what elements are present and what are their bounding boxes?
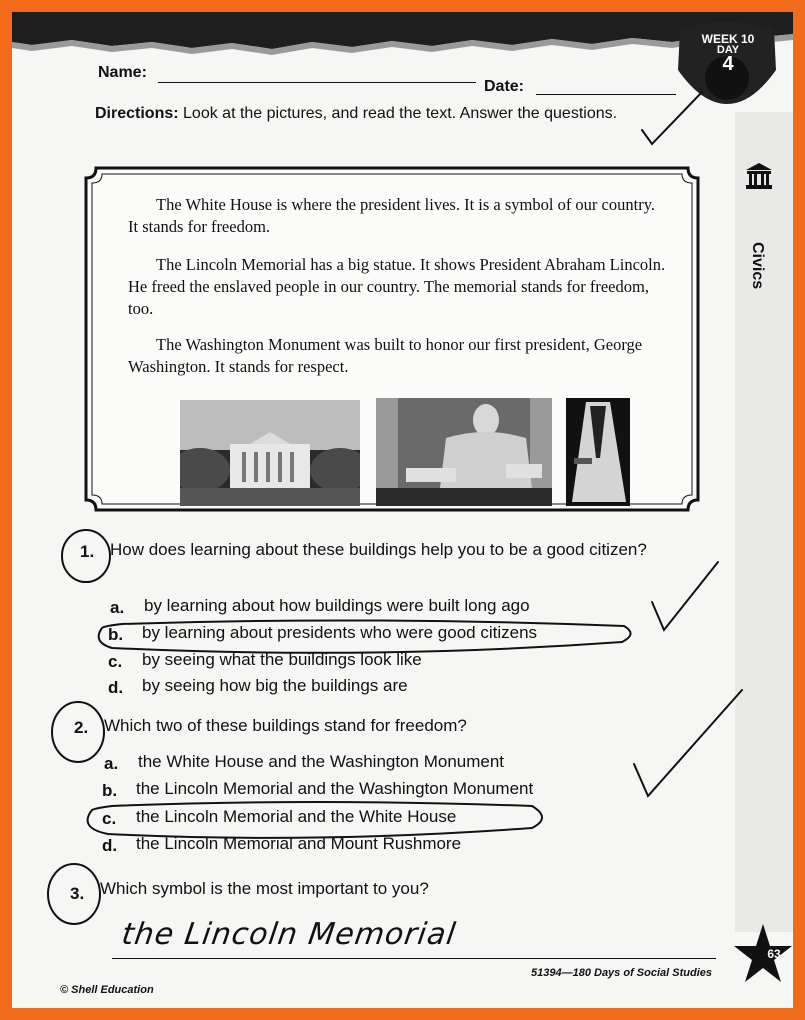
subject-label: Civics (749, 242, 766, 290)
question-1-text: How does learning about these buildings help you to be a good citizen? (110, 540, 647, 559)
oval-mark-icon (99, 620, 631, 652)
q2-option-c[interactable]: the Lincoln Memorial and the White House (136, 807, 457, 826)
question-3-text: Which symbol is the most important to you? (100, 879, 429, 898)
directions-label: Directions: (95, 105, 179, 122)
passage-paragraph-1: The White House is where the president lives. It is a symbol of our country. It stands for freedom. (128, 195, 656, 236)
q1-option-b[interactable]: by learning about presidents who were good citizens (142, 623, 538, 642)
q2-option-d[interactable]: the Lincoln Memorial and Mount Rushmore (136, 834, 462, 853)
q2-option-a[interactable]: the White House and the Washington Monument (138, 752, 505, 771)
check-mark-icon (652, 562, 718, 630)
circle-mark-icon (48, 864, 100, 924)
question-1-number: 1. (80, 542, 95, 561)
check-mark-icon (642, 92, 702, 144)
q2-option-b[interactable]: the Lincoln Memorial and the Washington Monument (136, 779, 534, 798)
directions-text: Look at the pictures, and read the text. Answer the questions. (178, 105, 618, 122)
q1-option-a-letter: a. (110, 598, 125, 617)
publisher-credit: © Shell Education (60, 984, 154, 996)
question-3-number: 3. (70, 884, 85, 903)
question-2-text: Which two of these buildings stand for freedom? (104, 716, 467, 735)
name-label: Name: (98, 64, 147, 81)
badge-week: WEEK 10 (701, 32, 755, 46)
page-number: 63 (767, 947, 781, 961)
q2-option-c-letter: c. (102, 809, 117, 828)
q1-option-c-letter: c. (108, 652, 123, 671)
circle-mark-icon (62, 530, 110, 582)
question-2-number: 2. (74, 718, 89, 737)
circle-mark-icon (52, 702, 104, 762)
q1-option-a[interactable]: by learning about how buildings were built long ago (144, 596, 530, 615)
q1-option-d-letter: d. (108, 678, 124, 697)
q1-option-d[interactable]: by seeing how big the buildings are (142, 676, 408, 695)
handwritten-answer: the Lincoln Memorial (119, 917, 459, 952)
book-title: 51394—180 Days of Social Studies (531, 967, 712, 979)
q1-option-b-letter: b. (108, 625, 124, 644)
badge-day-label: DAY (716, 44, 740, 56)
q2-option-a-letter: a. (104, 754, 119, 773)
date-label: Date: (484, 78, 525, 95)
passage-paragraph-3: The Washington Monument was built to honor our first president, George Washington. It stands for respect. (128, 335, 643, 376)
badge-day-number: 4 (722, 53, 734, 75)
worksheet-page (12, 12, 793, 1008)
pencil-marks (12, 12, 793, 1008)
check-mark-icon (634, 690, 742, 796)
passage-paragraph-2: The Lincoln Memorial has a big statue. It shows President Abraham Lincoln. He freed the enslaved people in our country. The memorial stands for freedom, too. (128, 255, 666, 318)
oval-mark-icon (88, 802, 542, 838)
q2-option-d-letter: d. (102, 836, 118, 855)
q1-option-c[interactable]: by seeing what the buildings look like (142, 650, 422, 669)
q2-option-b-letter: b. (102, 781, 118, 800)
